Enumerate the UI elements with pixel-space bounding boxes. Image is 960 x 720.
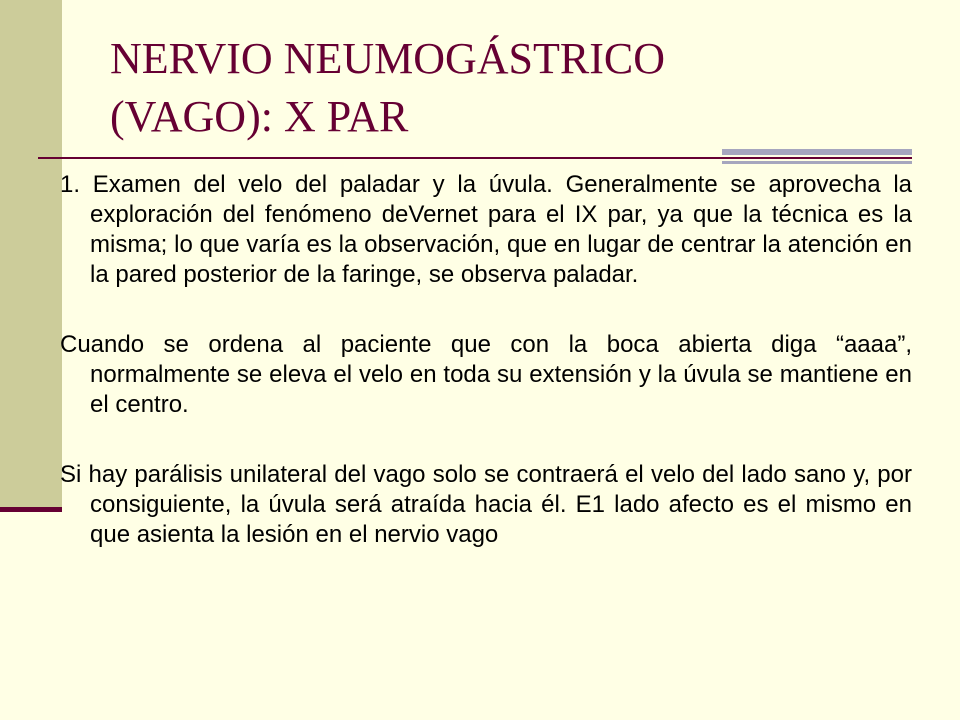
accent-bar-bottom xyxy=(722,161,912,164)
slide-title-line-1: NERVIO NEUMOGÁSTRICO xyxy=(110,34,666,83)
title-underline-rule xyxy=(38,157,912,159)
slide-body xyxy=(60,170,912,590)
slide-title-line-2: (VAGO): X PAR xyxy=(110,92,409,141)
paragraph-paralisis-unilateral: Si hay parálisis unilateral del vago solo se contraerá el velo del lado sano y, por consiguiente, la úvula será atraída hacia él. E1 lado afecto es el mismo en que asienta la lesión en el nervio vago xyxy=(60,461,912,548)
slide-title xyxy=(110,30,810,146)
side-band-divider xyxy=(0,507,62,512)
paragraph-examen-velo: 1. Examen del velo del paladar y la úvula. Generalmente se aprovecha la exploración del fenómeno deVernet para el IX par, ya que la técnica es la misma; lo que varía es la observación, que en lugar de centrar la atención en la pared posterior de la faringe, se observa paladar. xyxy=(60,171,912,288)
side-decorative-band xyxy=(0,0,62,511)
accent-bar-top xyxy=(722,149,912,155)
paragraph-elevacion-velo: Cuando se ordena al paciente que con la boca abierta diga “aaaa”, normalmente se eleva el velo en toda su extensión y la úvula se mantiene en el centro. xyxy=(60,331,912,418)
